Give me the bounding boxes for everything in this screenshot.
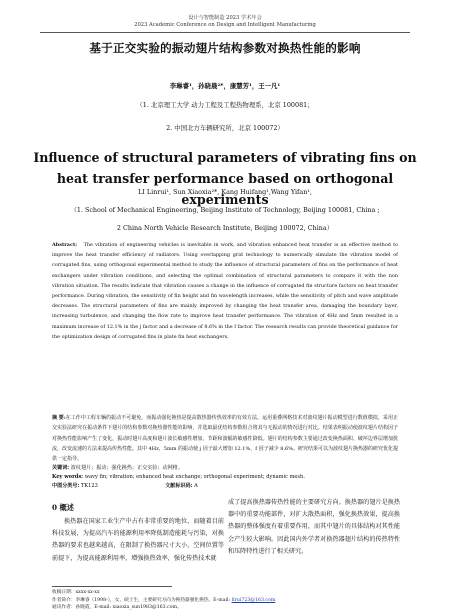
author-email-link[interactable]: llrui723@163.com [231, 597, 276, 603]
clc-value: TK123 [80, 483, 98, 489]
body-column-right: 成了提高换热器传热性能的主要研究方向。换热器的翅片是换热器中的重要功能部件，对扩大散热面积，强化换热效果，提高换热器的整体强度有着重要作用，而其中翅片的具体结构对其性能会产生较大影响。因此国内外学者对换热器翅片结构的传热特性和压降特性进行了相关研究。 [228, 499, 400, 555]
author-intro [52, 597, 398, 605]
abstract-cn [52, 413, 398, 464]
affiliation-cn-2: 2. 中国北方车辆研究所，北京 100072） [166, 124, 284, 132]
keywords-en-text: wavy fin; vibration; enhanced heat exchange; orthogonal experiment; dynamic mesh. [84, 474, 305, 480]
affiliation-en-1: （1. School of Mechanical Engineering, Beijing Institute of Technology, Beijing 100081, China ; [70, 206, 380, 214]
keywords-en-label: Key words: [52, 474, 84, 480]
doc-label: 文献标识码: [165, 483, 193, 489]
section-heading: 0 概述 [52, 503, 74, 512]
received-date: 收稿日期：xxxx-xx-xx [52, 590, 100, 595]
clc-label: 中图分类号: [52, 483, 80, 489]
body-column-left: 换热器在国家工业生产中占有非常重要的地位，而随着目前科技发展，为提高汽车的能源利用率降低制造能耗与污染，对换热器的要求也越来越高，在限制了换热器尺寸大小，空间位置等前提下，为提高能源利用率，增强换热效率，强化传热技术就 [52, 518, 224, 562]
conference-name-cn: 设计与智能制造 2023 学术年会 [188, 15, 262, 21]
abstract-text: The vibration of engineering vehicles is inevitable in work, and vibration enhanced heat transfer is an effective method to improve the heat transfer efficiency of radiators. Using overlapping grid technology to numerically simulate the vibration model of corrugated fins, using orthogonal experimental method to study the influence of structural parameters of fins on the performance of heat exchangers under vibration conditions, and selecting the optimal combination of structural parameters to compare it with the non vibration situation. The results indicate that vibration causes a change in the influence of corrugated fin structure factors on heat transfer performance. During vibration, the sensitivity of fin height and fin wavelength increases, while the sensitivity of pitch and wave amplitude decreases. The structural parameters of fins are mainly improved by changing the heat transfer area, damaging the boundary layer, increasing turbulence, and changing the flow rate to improve heat transfer performance. The vibration of 4Hz and 5mm resulted in a maximum increase of 12.1% in the j factor and a decrease of 8.6% in the f factor. The research results can provide theoretical guidance for the optimization design of corrugated fins in plate fin heat exchangers. [52, 242, 399, 340]
conference-header [0, 15, 450, 29]
authors-en: LI Linrui¹, Sun Xiaoxia²*, Kang Huifang¹,Wang Yifan¹, [138, 188, 312, 196]
keywords-cn-label: 关键词: [52, 465, 70, 471]
affiliation-en-2: 2 China North Vehicle Research Institute, Beijing 100072, China） [116, 224, 334, 232]
doc-value: A [194, 483, 198, 489]
title-cn: 基于正交实验的振动翅片结构参数对换热性能的影响 [89, 41, 361, 55]
abstract-label: Abstract: [52, 242, 78, 248]
conference-name-en: 2023 Academic Conference on Design and Intelligent Manufacturing [134, 22, 316, 28]
keywords-cn-text: 波纹翅片；振动；强化换热；正交实验；动网格。 [70, 465, 183, 471]
zh-abstract-text: 在工作中工程车辆的振动不可避免，而振动强化换热是提高散热器传热效率的有效方法。运用重叠网格技术对波纹翅片振动模型进行数值模拟，采用正交实验法研究在振动条件下翅片的结构参数对换热器性能的影响，并选取最优结构参数组合将其与无振动的情况进行对比。结果表明振动使波纹翅片结构因子对换热性能影响产生了变化，振动时翅片高度和翅片波长敏感性增加，节距和波幅的敏感性降低。翅片的结构参数主要通过改变换热面积、破坏边界层增加扰流，改变流速的方法来提高传热性能。其中 4Hz，5mm 的振动使 j 因子最大增加 12.1%，f 因子减少 8.6%。研究结果可以为波纹翅片换热器的研究优化提供一定指导。 [52, 415, 398, 463]
footnote [52, 589, 398, 612]
footnote-rule [52, 586, 172, 587]
corresponding-author: 通讯作者：孙晓霞，E-mail: xiaoxia_sun1983@163.com。 [52, 605, 182, 611]
header-rule [40, 32, 410, 33]
author-intro-text: 作者简介：李琳睿（1998-），女，硕士生，主要研究方向为换热器强化换热。E-mail: [52, 597, 231, 603]
keywords-en [52, 473, 398, 481]
affiliation-cn-1: （1. 北京理工大学 动力工程及工程热物理系，北京 100081； [136, 101, 314, 109]
abstract-en [52, 240, 398, 342]
keywords-cn [52, 464, 398, 472]
zh-abstract-label: 摘 要: [52, 415, 66, 421]
authors-cn: 李琳睿¹，孙晓晨²*，康慧芳¹，王一凡¹ [169, 82, 281, 90]
classification-line [52, 482, 398, 490]
title-en: Influence of structural parameters of vibrating fins on heat transfer performance based on orthogonal experiments [33, 150, 417, 207]
